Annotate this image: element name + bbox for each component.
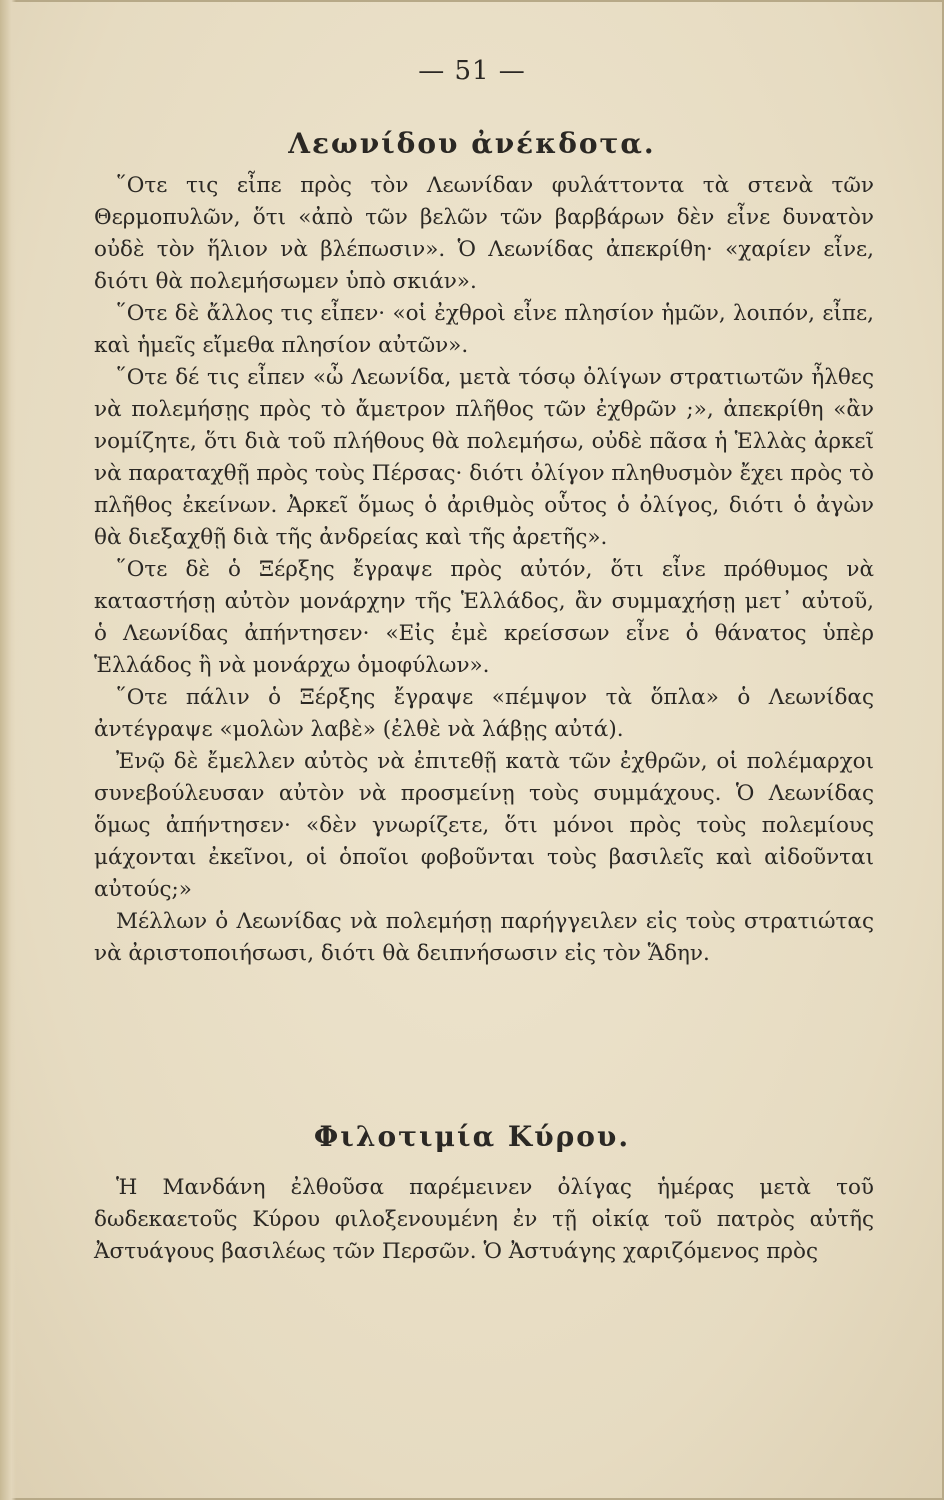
paragraph: ῞Οτε πάλιν ὁ Ξέρξης ἔγραψε «πέμψον τὰ ὅπλα» ὁ Λεωνίδας ἀντέγραψε «μολὼν λαβὲ» (ἐλθὲ νὰ λάβῃς αὐτά). [94, 685, 874, 742]
paragraph: ῞Οτε δὲ ἄλλος τις εἶπεν· «οἱ ἐχθροὶ εἶνε πλησίον ἡμῶν, λοιπόν, εἶπε, καὶ ἡμεῖς εἴμεθα πλησίον αὐτῶν». [94, 301, 874, 358]
page-number: — 51 — [418, 56, 526, 86]
section-body-leonidas [94, 170, 874, 970]
page-edge-shadow [0, 0, 16, 1500]
paragraph: Ἐνῷ δὲ ἔμελλεν αὐτὸς νὰ ἐπιτεθῇ κατὰ τῶν ἐχθρῶν, οἱ πολέμαρχοι συνεβούλευσαν αὐτὸν νὰ προσμείνῃ τοὺς συμμάχους. Ὁ Λεωνίδας ὅμως ἀπήντησεν· «δὲν γνωρίζετε, ὅτι μόνοι πρὸς τοὺς πολεμίους μάχονται ἐκεῖνοι, οἱ ὁποῖοι φοβοῦνται τοὺς βασιλεῖς καὶ αἰδοῦνται αὐτούς;» [94, 749, 874, 902]
paragraph: ῞Οτε δὲ ὁ Ξέρξης ἔγραψε πρὸς αὐτόν, ὅτι εἶνε πρόθυμος νὰ καταστήσῃ αὐτὸν μονάρχην τῆς Ἑλλάδος, ἂν συμμαχήσῃ μετ᾽ αὐτοῦ, ὁ Λεωνίδας ἀπήντησεν· «Εἰς ἐμὲ κρείσσων εἶνε ὁ θάνατος ὑπὲρ Ἑλλάδος ἢ νὰ μονάρχω ὁμοφύλων». [94, 557, 874, 678]
section-title-leonidas: Λεωνίδου ἀνέκδοτα. [288, 127, 656, 160]
paragraph: ῞Οτε τις εἶπε πρὸς τὸν Λεωνίδαν φυλάττοντα τὰ στενὰ τῶν Θερμοπυλῶν, ὅτι «ἀπὸ τῶν βελῶν τῶν βαρβάρων δὲν εἶνε δυνατὸν οὐδὲ τὸν ἥλιον νὰ βλέπωσιν». Ὁ Λεωνίδας ἀπεκρίθη· «χαρίεν εἶνε, διότι θὰ πολεμήσωμεν ὑπὸ σκιάν». [94, 173, 874, 294]
paragraph: Μέλλων ὁ Λεωνίδας νὰ πολεμήσῃ παρήγγειλεν εἰς τοὺς στρατιώτας νὰ ἀριστοποιήσωσι, διότι θὰ δειπνήσωσιν εἰς τὸν Ἅδην. [94, 909, 874, 966]
section-body-cyrus [94, 1172, 874, 1268]
paragraph: ῞Οτε δέ τις εἶπεν «ὦ Λεωνίδα, μετὰ τόσῳ ὀλίγων στρατιωτῶν ἦλθες νὰ πολεμήσῃς πρὸς τὸ ἄμετρον πλῆθος τῶν ἐχθρῶν ;», ἀπεκρίθη «ἂν νομίζητε, ὅτι διὰ τοῦ πλήθους θὰ πολεμήσω, οὐδὲ πᾶσα ἡ Ἑλλὰς ἀρκεῖ νὰ παραταχθῇ πρὸς τοὺς Πέρσας· διότι ὀλίγον πληθυσμὸν ἔχει πρὸς τὸ πλῆθος ἐκείνων. Ἀρκεῖ ὅμως ὁ ἀριθμὸς οὗτος ὁ ὀλίγος, διότι ὁ ἀγὼν θὰ διεξαχθῇ διὰ τῆς ἀνδρείας καὶ τῆς ἀρετῆς». [94, 365, 874, 550]
section-title-cyrus: Φιλοτιμία Κύρου. [313, 1120, 631, 1153]
paragraph: Ἡ Μανδάνη ἐλθοῦσα παρέμεινεν ὀλίγας ἡμέρας μετὰ τοῦ δωδεκαετοῦς Κύρου φιλοξενουμένη ἐν τῇ οἰκίᾳ τοῦ πατρὸς αὐτῆς Ἀστυάγους βασιλέως τῶν Περσῶν. Ὁ Ἀστυάγης χαριζόμενος πρὸς [94, 1175, 874, 1264]
